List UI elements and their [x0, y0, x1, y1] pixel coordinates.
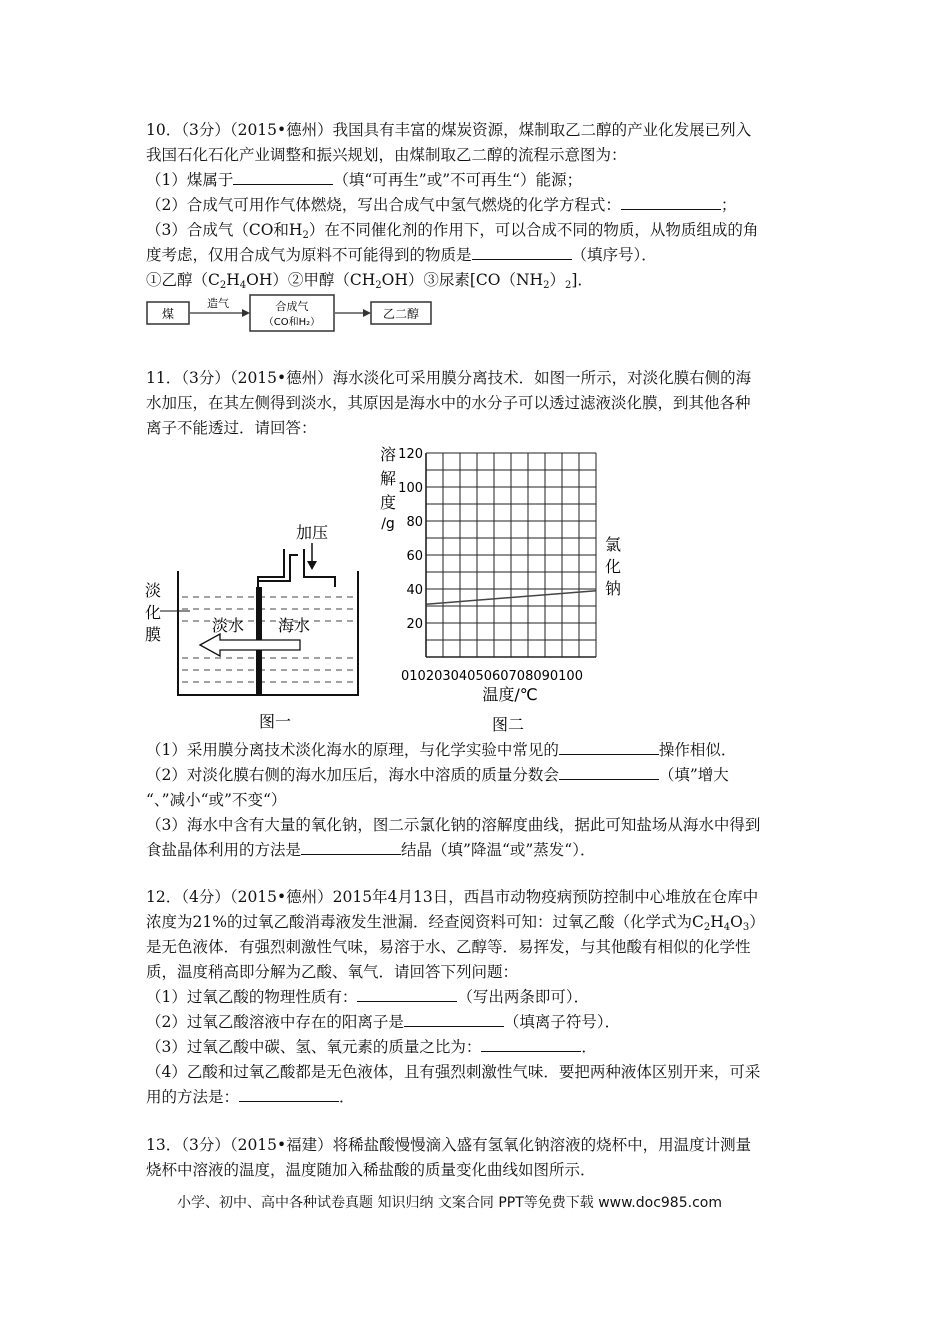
y-tick-labels — [398, 447, 423, 632]
svg-text:度: 度 — [379, 493, 397, 512]
q12-answer-5: 用的方法是： ． — [146, 1088, 355, 1106]
flow-arrow-label: 造气 — [207, 297, 229, 310]
membrane-figure — [140, 515, 375, 740]
q11-answer-3b: 食盐晶体利用的方法是 结晶（填”降温“或”蒸发“）． — [146, 841, 596, 859]
svg-text:/g: /g — [381, 516, 395, 532]
membrane-label-2: 化 — [144, 603, 162, 622]
q10-line-4: （2）合成气可用作气体燃烧，写出合成气中氢气燃烧的化学方程式： ； — [146, 196, 737, 214]
q10-line-3: （1）煤属于 （填“可再生”或”不可再生“）能源； — [146, 171, 583, 189]
q12-line-4: 质，温度稍高即分解为乙酸、氧气．请回答下列问题： — [146, 963, 519, 981]
figure-1-caption: 图一 — [258, 712, 292, 731]
q12-answer-1: （1）过氧乙酸的物理性质有： （写出两条即可）． — [146, 988, 590, 1006]
series-label-2: 化 — [604, 557, 622, 576]
q13-line-1: 13．（3分）（2015•福建）将稀盐酸慢慢滴入盛有氢氧化钠溶液的烧杯中，用温度计测量 — [146, 1136, 752, 1154]
page-footer: 小学、初中、高中各种试卷真题 知识归纳 文案合同 PPT等免费下载 www.doc985.com — [177, 1195, 722, 1211]
y-tick-label: 40 — [406, 583, 423, 598]
coal-process-flow-diagram — [146, 294, 436, 334]
flow-product-label: 乙二醇 — [382, 307, 420, 321]
q10-line-1: 10．（3分）（2015•德州）我国具有丰富的煤炭资源，煤制取乙二醇的产业化发展已列入 — [146, 121, 752, 139]
answer-blank — [404, 1012, 504, 1027]
y-tick-label: 20 — [406, 617, 423, 632]
answer-blank — [239, 1087, 339, 1102]
membrane-label-3: 膜 — [144, 625, 162, 644]
q11-answer-3: （3）海水中含有大量的氧化钠，图二示氯化钠的溶解度曲线，据此可知盐场从海水中得到 — [146, 816, 761, 834]
answer-blank — [621, 195, 721, 210]
answer-blank — [233, 170, 333, 185]
answer-blank — [481, 1037, 581, 1052]
solubility-chart — [370, 440, 640, 740]
y-tick-label: 60 — [406, 549, 423, 564]
q12-answer-2: （2）过氧乙酸溶液中存在的阳离子是 （填离子符号）． — [146, 1013, 621, 1031]
q12-line-2: 浓度为21%的过氧乙酸消毒液发生泄漏．经查阅资料可知：过氧乙酸（化学式为C2H4O3） — [146, 913, 765, 933]
q13-line-2: 烧杯中溶液的温度，温度随加入稀盐酸的质量变化曲线如图所示． — [146, 1161, 596, 1179]
answer-blank — [357, 987, 457, 1002]
chart-grid — [426, 453, 596, 657]
q12-line-3: 是无色液体．有强烈刺激性气味，易溶于水、乙醇等．易挥发，与其他酸有相似的化学性 — [146, 938, 751, 956]
q11-line-2: 水加压，在其左侧得到淡水，其原因是海水中的水分子可以透过滤液淡化膜，到其他各种 — [146, 394, 751, 412]
series-label-1: 氯 — [604, 535, 622, 554]
q11-answer-2b: “、”减小“或”不变“） — [146, 791, 287, 809]
flow-gas-label: 合成气 — [275, 300, 309, 313]
fresh-water-label: 淡水 — [211, 616, 245, 635]
flow-gas-sub-label: （CO和H₂） — [263, 317, 321, 328]
q11-line-3: 离子不能透过．请回答： — [146, 419, 317, 437]
answer-blank — [559, 740, 659, 755]
x-tick-labels: 0102030405060708090100 — [401, 669, 583, 684]
q12-answer-4: （4）乙酸和过氧乙酸都是无色液体，且有强烈刺激性气味．要把两种液体区别开来，可采 — [146, 1063, 761, 1081]
y-axis-label — [380, 445, 396, 532]
answer-blank — [472, 245, 572, 260]
svg-text:溶: 溶 — [379, 445, 397, 464]
pressure-label: 加压 — [295, 523, 329, 542]
q11-answer-2: （2）对淡化膜右侧的海水加压后，海水中溶质的质量分数会 （填”增大 — [146, 766, 729, 784]
q12-answer-3: （3）过氧乙酸中碳、氢、氧元素的质量之比为： ． — [146, 1038, 597, 1056]
flow-arrow — [200, 634, 300, 656]
q10-line-5: （3）合成气（CO和H2）在不同催化剂的作用下，可以合成不同的物质，从物质组成的角 — [146, 221, 759, 241]
svg-text:解: 解 — [379, 469, 397, 488]
x-axis-label: 温度/℃ — [482, 685, 538, 704]
flow-coal-label: 煤 — [161, 307, 175, 321]
y-tick-label: 120 — [398, 447, 423, 462]
q11-answer-1: （1）采用膜分离技术淡化海水的原理，与化学实验中常见的 操作相似． — [146, 741, 737, 759]
q10-line-6: 度考虑，仅用合成气为原料不可能得到的物质是 （填序号）． — [146, 246, 657, 264]
q10-line-7: ①乙醇（C2H4OH）②甲醇（CH2OH）③尿素[CO（NH2）2]． — [146, 271, 593, 291]
y-tick-label: 80 — [406, 515, 423, 530]
sea-water-label: 海水 — [277, 616, 311, 635]
q11-line-1: 11．（3分）（2015•德州）海水淡化可采用膜分离技术．如图一所示，对淡化膜右侧的海 — [146, 369, 752, 387]
answer-blank — [559, 765, 659, 780]
membrane-label-1: 淡 — [144, 581, 162, 600]
q12-line-1: 12．（4分）（2015•德州）2015年4月13日，西昌市动物疫病预防控制中心堆放在仓库中 — [146, 888, 759, 906]
y-tick-label: 100 — [398, 481, 423, 496]
q10-line-2: 我国石化石化产业调整和振兴规划，由煤制取乙二醇的流程示意图为： — [146, 146, 627, 164]
series-label-3: 钠 — [604, 579, 622, 598]
figure-2-caption: 图二 — [491, 715, 525, 734]
answer-blank — [301, 840, 401, 855]
